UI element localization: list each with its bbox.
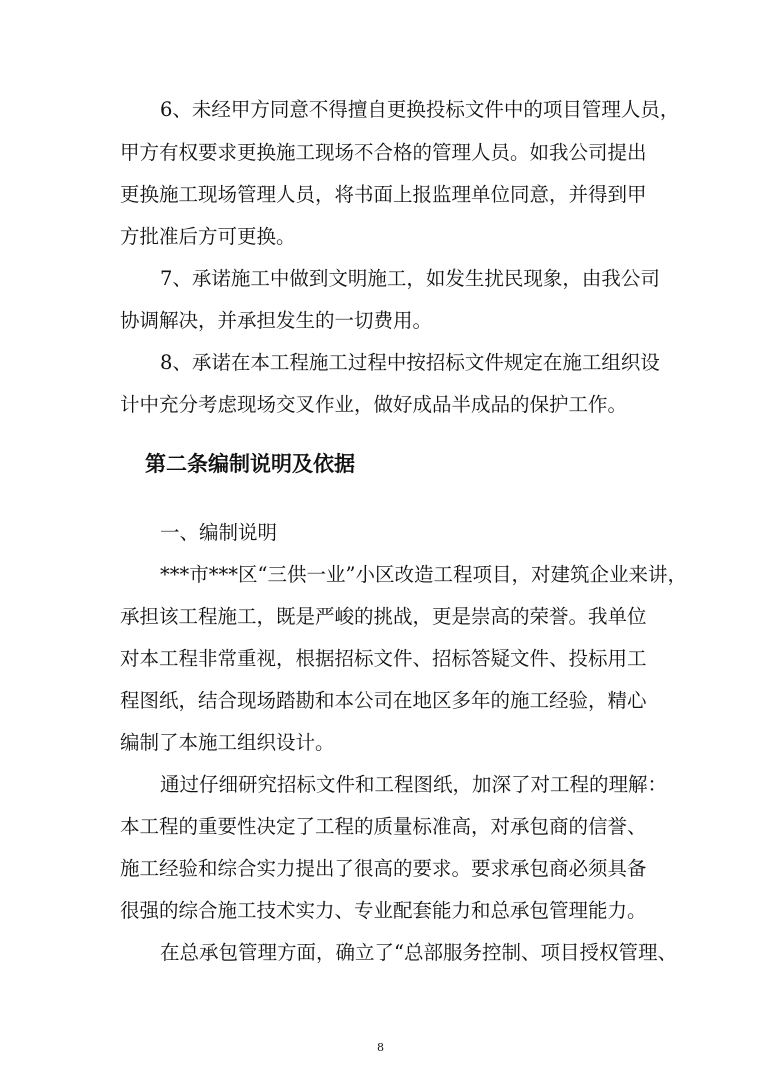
text-line: ***市***区“三供一业”小区改造工程项目，对建筑企业来讲， bbox=[160, 563, 687, 586]
section-heading: 第二条编制说明及依据 bbox=[145, 451, 355, 476]
text-line: 很强的综合施工技术实力、专业配套能力和总承包管理能力。 bbox=[120, 899, 647, 922]
text-line: 本工程的重要性决定了工程的质量标准高，对承包商的信誉、 bbox=[120, 815, 647, 838]
text-line: 在总承包管理方面，确立了“总部服务控制、项目授权管理、 bbox=[160, 941, 677, 964]
text-line: 7、承诺施工中做到文明施工，如发生扰民现象，由我公司 bbox=[160, 267, 660, 290]
text-line: 8、承诺在本工程施工过程中按招标文件规定在施工组织设 bbox=[160, 351, 660, 374]
text-line: 通过仔细研究招标文件和工程图纸，加深了对工程的理解： bbox=[160, 773, 668, 796]
text-line: 施工经验和综合实力提出了很高的要求。要求承包商必须具备 bbox=[120, 857, 647, 880]
text-line: 甲方有权要求更换施工现场不合格的管理人员。如我公司提出 bbox=[120, 141, 647, 164]
text-line: 编制了本施工组织设计。 bbox=[120, 731, 335, 754]
text-line: 6、未经甲方同意不得擅自更换投标文件中的项目管理人员， bbox=[160, 98, 680, 121]
page-number: 8 bbox=[377, 1041, 384, 1054]
text-line: 协调解决，并承担发生的一切费用。 bbox=[120, 309, 433, 332]
text-line: 方批准后方可更换。 bbox=[120, 225, 296, 248]
text-line: 对本工程非常重视，根据招标文件、招标答疑文件、投标用工 bbox=[120, 647, 647, 670]
text-line: 计中充分考虑现场交叉作业，做好成品半成品的保护工作。 bbox=[120, 393, 628, 416]
text-line: 更换施工现场管理人员，将书面上报监理单位同意，并得到甲 bbox=[120, 183, 647, 206]
subsection-heading: 一、编制说明 bbox=[160, 521, 278, 544]
text-line: 程图纸，结合现场踏勘和本公司在地区多年的施工经验，精心 bbox=[120, 689, 647, 712]
text-line: 承担该工程施工，既是严峻的挑战，更是崇高的荣誉。我单位 bbox=[120, 605, 647, 628]
